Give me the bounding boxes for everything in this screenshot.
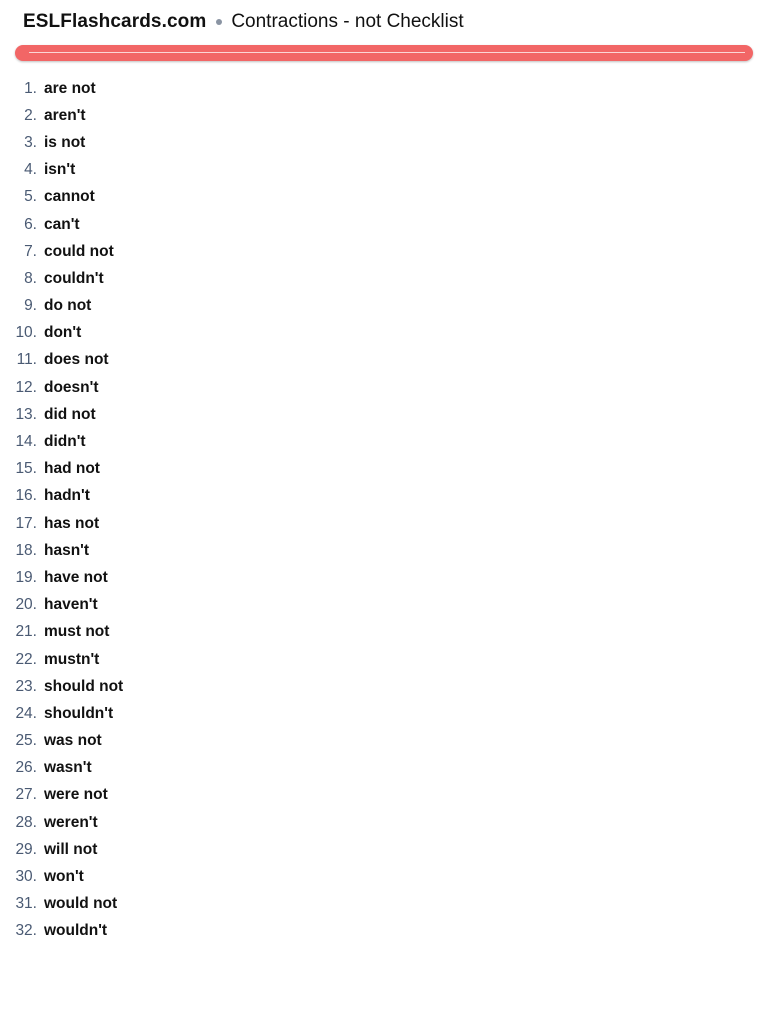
list-item-number: 9. (24, 297, 37, 315)
list-item-number: 12. (15, 378, 37, 396)
list-item-number: 27. (15, 786, 37, 804)
checklist (0, 75, 123, 945)
list-item-number: 19. (15, 568, 37, 586)
list-item-number: 17. (15, 514, 37, 532)
list-item-number: 2. (24, 106, 37, 124)
list-item-number: 22. (15, 650, 37, 668)
list-item-number: 23. (15, 677, 37, 695)
page-title: Contractions - not Checklist (231, 11, 464, 32)
list-item-text: could not (44, 242, 114, 260)
list-item-text: will not (44, 840, 98, 858)
list-item (0, 265, 123, 292)
list-item-text: hadn't (44, 487, 90, 505)
list-item-text: weren't (44, 813, 98, 831)
list-item-text: does not (44, 351, 109, 369)
list-item (0, 184, 123, 211)
list-item-text: didn't (44, 433, 86, 451)
list-item-text: hasn't (44, 541, 90, 559)
list-item-text: would not (44, 895, 118, 913)
list-item-text: won't (44, 868, 84, 886)
list-item (0, 129, 123, 156)
list-item-number: 1. (24, 79, 37, 97)
list-item (0, 293, 123, 320)
list-item (0, 347, 123, 374)
list-item (0, 755, 123, 782)
list-item (0, 592, 123, 619)
list-item-text: wouldn't (44, 922, 108, 940)
list-item-text: is not (44, 133, 86, 151)
list-item (0, 700, 123, 727)
list-item (0, 510, 123, 537)
list-item-number: 11. (16, 351, 37, 369)
divider-highlight-line (29, 52, 745, 53)
list-item (0, 891, 123, 918)
list-item-number: 28. (15, 813, 37, 831)
list-item-text: do not (44, 297, 92, 315)
list-item-number: 6. (24, 215, 37, 233)
list-item-number: 10. (15, 324, 37, 342)
list-item-number: 7. (24, 242, 37, 260)
list-item-text: isn't (44, 161, 76, 179)
list-item (0, 564, 123, 591)
list-item-text: haven't (44, 596, 98, 614)
list-item-number: 29. (15, 840, 37, 858)
list-item (0, 157, 123, 184)
list-item-text: did not (44, 405, 96, 423)
list-item-text: are not (44, 79, 96, 97)
list-item-number: 26. (15, 759, 37, 777)
list-item-text: couldn't (44, 269, 104, 287)
list-item-number: 21. (15, 623, 37, 641)
list-item-number: 15. (15, 460, 37, 478)
list-item (0, 238, 123, 265)
list-item-text: don't (44, 324, 82, 342)
list-item (0, 918, 123, 945)
list-item (0, 619, 123, 646)
list-item-number: 4. (24, 161, 37, 179)
header-divider-bar (15, 45, 753, 61)
list-item-number: 24. (15, 704, 37, 722)
list-item (0, 75, 123, 102)
list-item (0, 211, 123, 238)
list-item-text: had not (44, 460, 100, 478)
list-item-number: 13. (15, 405, 37, 423)
list-item-text: have not (44, 568, 108, 586)
list-item (0, 483, 123, 510)
list-item-number: 16. (15, 487, 37, 505)
list-item-number: 30. (15, 868, 37, 886)
list-item-text: mustn't (44, 650, 100, 668)
list-item (0, 320, 123, 347)
list-item (0, 456, 123, 483)
list-item (0, 374, 123, 401)
list-item-text: can't (44, 215, 80, 233)
list-item (0, 537, 123, 564)
list-item-number: 20. (15, 596, 37, 614)
list-item-number: 3. (24, 133, 37, 151)
list-item-text: should not (44, 677, 124, 695)
list-item (0, 673, 123, 700)
list-item (0, 782, 123, 809)
list-item (0, 428, 123, 455)
list-item (0, 809, 123, 836)
page-header (23, 8, 464, 36)
list-item-number: 14. (15, 433, 37, 451)
list-item-text: shouldn't (44, 704, 114, 722)
list-item-number: 32. (15, 922, 37, 940)
separator-dot-icon (216, 19, 222, 25)
list-item (0, 863, 123, 890)
list-item-text: wasn't (44, 759, 92, 777)
list-item-text: cannot (44, 188, 95, 206)
list-item-number: 18. (15, 541, 37, 559)
list-item (0, 401, 123, 428)
list-item-text: was not (44, 732, 102, 750)
list-item-number: 5. (24, 188, 37, 206)
list-item (0, 102, 123, 129)
list-item-text: were not (44, 786, 108, 804)
list-item-text: doesn't (44, 378, 99, 396)
list-item-text: has not (44, 514, 100, 532)
list-item-number: 25. (15, 732, 37, 750)
list-item-number: 8. (24, 269, 37, 287)
list-item-text: must not (44, 623, 110, 641)
list-item (0, 646, 123, 673)
brand-name: ESLFlashcards.com (23, 11, 207, 32)
list-item (0, 728, 123, 755)
list-item-number: 31. (15, 895, 37, 913)
list-item-text: aren't (44, 106, 86, 124)
list-item (0, 836, 123, 863)
